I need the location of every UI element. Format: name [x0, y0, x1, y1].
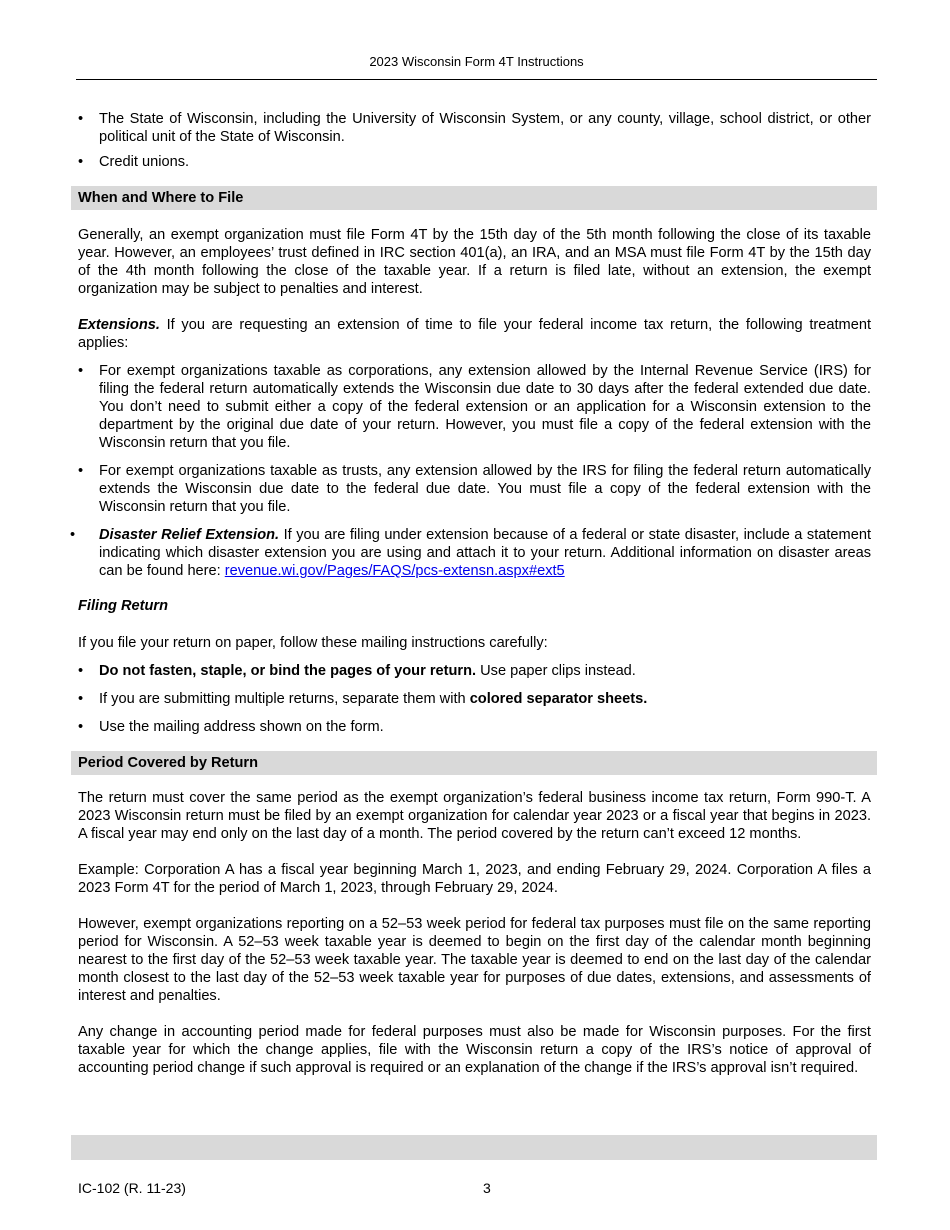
bullet-icon: •: [78, 463, 84, 479]
intro-bullet-list: [78, 110, 871, 171]
document-body: [70, 110, 871, 1077]
paragraph: If you file your return on paper, follow these mailing instructions carefully:: [78, 635, 548, 651]
list-item: • Credit unions.: [78, 154, 190, 170]
section-heading-when-where: When and Where to File: [71, 186, 877, 210]
footer-shaded-bar: [71, 1135, 877, 1160]
extension-bullet-list: [70, 362, 871, 580]
bullet-icon: •: [78, 363, 84, 379]
bullet-icon: •: [70, 527, 76, 543]
paragraph: Example: Corporation A has a fiscal year beginning March 1, 2023, and ending February 29, 2024. Corporation A files a 2023 Form 4T for the period of March 1, 2023, through February 29, 2024.: [78, 862, 871, 896]
extensions-paragraph: Extensions. If you are requesting an extension of time to file your federal income tax return, the following treatment applies:: [78, 317, 871, 351]
list-item: • For exempt organizations taxable as corporations, any extension allowed by the Internal Revenue Service (IRS) for filing the federal return automatically extends the Wisconsin due date to 30 days after the federal extended due date. You don’t need to submit either a copy of the federal extension or an application for a Wisconsin extension to the department by the original due date of your return. However, you must file a copy of the federal extension with the Wisconsin return that you file.: [78, 363, 871, 451]
bullet-icon: •: [78, 691, 84, 707]
form-id: IC-102 (R. 11-23): [78, 1180, 186, 1196]
header-divider: [76, 79, 877, 80]
disaster-label: Disaster Relief Extension.: [99, 527, 280, 543]
paragraph: However, exempt organizations reporting on a 52–53 week period for federal tax purposes must file on the same reporting period for Wisconsin. A 52–53 week taxable year is deemed to begin on the first day of the calendar month beginning nearest to the first day of the 52–53 week taxable year. The taxable year is deemed to end on the last day of the calendar month closest to the last day of the 52–53 week taxable year for purposes of due dates, extensions, and assessments of interest and penalties.: [78, 916, 871, 1004]
page-header-title: 2023 Wisconsin Form 4T Instructions: [369, 54, 584, 69]
list-item: • If you are submitting multiple returns, separate them with colored separator sheets.: [78, 691, 648, 707]
list-item: • Do not fasten, staple, or bind the pages of your return. Use paper clips instead.: [78, 663, 636, 679]
filing-bullet-list: [78, 662, 871, 736]
paragraph: The return must cover the same period as the exempt organization’s federal business income tax return, Form 990-T. A 2023 Wisconsin return must be filed by an exempt organization for calendar year 2023 or a fiscal year that begins in 2023. A fiscal year may end only on the last day of a month. The period covered by the return can’t exceed 12 months.: [78, 790, 871, 842]
list-item: • Disaster Relief Extension. If you are filing under extension because of a federal or state disaster, include a statement indicating which disaster extension you are using and attach it to your return. Additional information on disaster areas can be found here: revenue.wi.gov/Pages/FAQS/pcs-extensn.aspx#ext5: [70, 527, 871, 579]
list-item: • Use the mailing address shown on the form.: [78, 719, 384, 735]
bullet-icon: •: [78, 719, 84, 735]
filing-return-heading: Filing Return: [78, 598, 168, 614]
section-heading-period: Period Covered by Return: [71, 751, 877, 775]
paragraph: Any change in accounting period made for federal purposes must also be made for Wisconsin purposes. For the first taxable year for which the change applies, file with the Wisconsin return a copy of the IRS’s notice of approval of accounting period change if such approval is required or an explanation of the change if the IRS’s approval isn’t required.: [78, 1024, 871, 1076]
bullet-icon: •: [78, 111, 84, 127]
bullet-icon: •: [78, 154, 84, 170]
page-number: 3: [483, 1180, 491, 1196]
list-item: • For exempt organizations taxable as trusts, any extension allowed by the IRS for filing the federal return automatically extends the Wisconsin due date to the federal due date. You must file a copy of the federal extension with the Wisconsin return that you file.: [78, 463, 871, 515]
paragraph: Generally, an exempt organization must file Form 4T by the 15th day of the 5th month following the close of its taxable year. However, an employees’ trust defined in IRC section 401(a), an IRA, and an MSA must file Form 4T by the 15th day of the 4th month following the close of the taxable year. If a return is filed late, without an extension, the exempt organization may be subject to penalties and interest.: [78, 227, 871, 297]
extensions-label: Extensions.: [78, 317, 160, 333]
bullet-icon: •: [78, 663, 84, 679]
list-item: • The State of Wisconsin, including the University of Wisconsin System, or any county, village, school district, or other political unit of the State of Wisconsin.: [78, 111, 871, 145]
disaster-info-link[interactable]: revenue.wi.gov/Pages/FAQS/pcs-extensn.aspx#ext5: [224, 563, 565, 579]
